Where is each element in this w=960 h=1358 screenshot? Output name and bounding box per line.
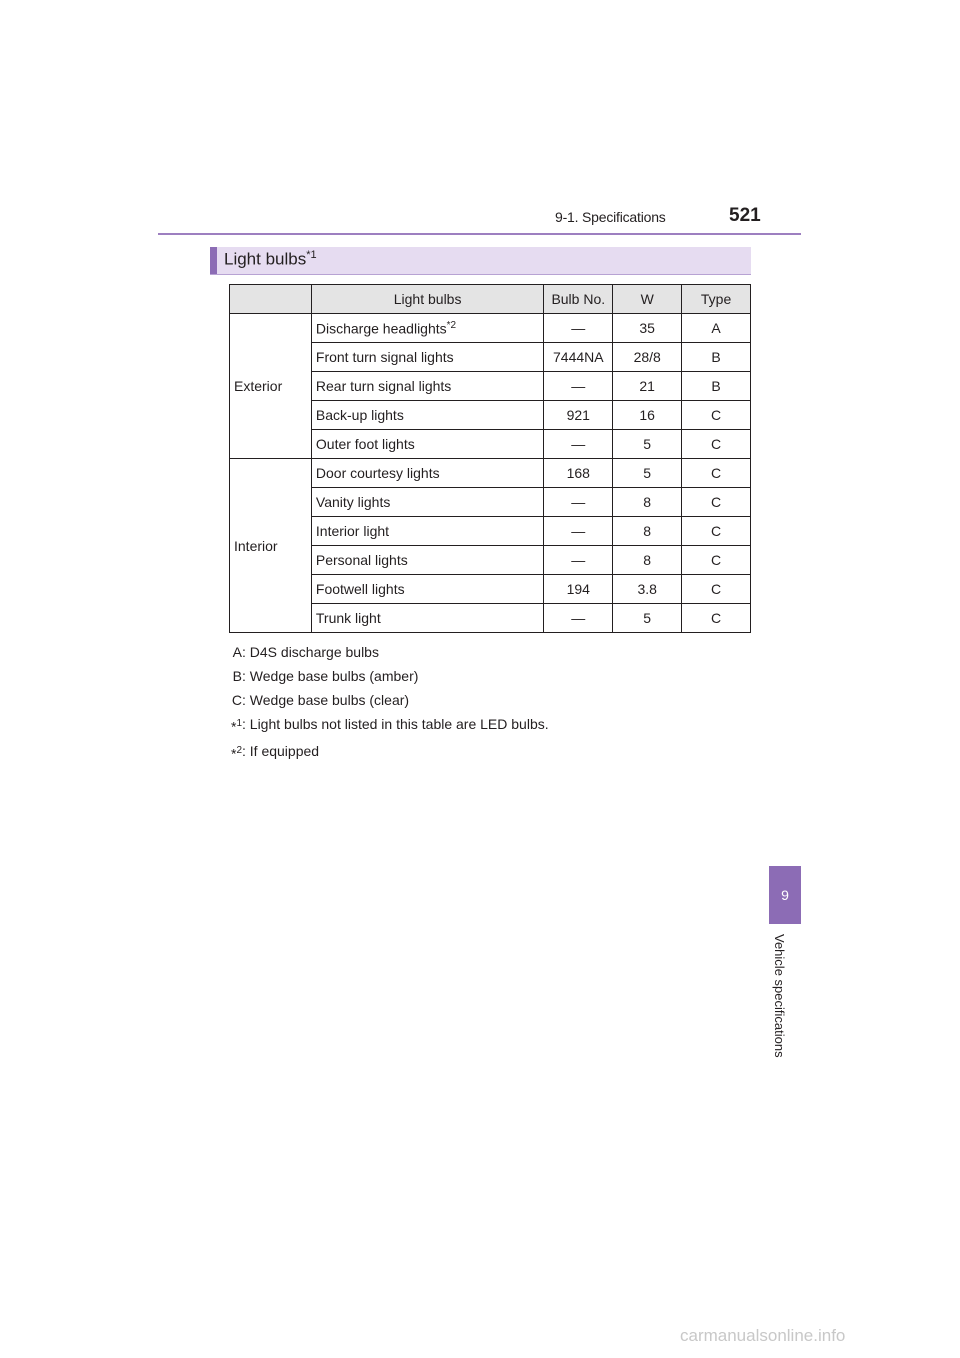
footnote-separator: : [242,716,250,732]
page-number: 521 [729,205,761,226]
bulb-number-cell: 194 [544,575,613,604]
bulb-name-cell [311,517,543,546]
bulb-number-cell: — [544,372,613,401]
bulb-name: Personal lights [315,552,408,568]
bulb-name: Rear turn signal lights [315,378,452,394]
bulb-number-cell: — [544,314,613,343]
type-cell: C [682,401,751,430]
footnote-key-text: C [231,692,242,708]
wattage-cell: 16 [613,401,682,430]
bulb-number-cell: 7444NA [544,343,613,372]
bulb-name-cell [311,604,543,633]
bulb-number-cell: 168 [544,459,613,488]
bulb-name-cell [311,372,543,401]
bulb-name: Interior light [315,523,390,539]
footnote-key-text: * [230,718,237,735]
wattage-cell: 21 [613,372,682,401]
bulb-number-cell: — [544,517,613,546]
section-heading: 9-1. Specifications [555,209,666,225]
footnote-text: Light bulbs not listed in this table are LED bulbs. [249,716,549,732]
bulb-number-cell: — [544,430,613,459]
wattage-cell: 35 [613,314,682,343]
title-accent-bar [210,247,217,274]
footnote [220,640,549,664]
footnote [220,688,549,712]
footnotes [220,640,549,765]
group-label: Exterior [230,314,312,459]
bulb-name-cell [311,314,543,343]
bulb-name-cell [311,546,543,575]
wattage-cell: 3.8 [613,575,682,604]
group-label: Interior [230,459,312,633]
column-header [230,285,312,314]
wattage-cell: 8 [613,517,682,546]
wattage-cell: 28/8 [613,343,682,372]
type-cell: B [682,343,751,372]
footnote-key [220,712,242,739]
chapter-label: Vehicle specifications [772,934,787,1058]
section-title [224,249,317,270]
table-row [230,314,751,343]
bulb-name: Back-up lights [315,407,404,423]
footnote-separator: : [242,668,250,684]
type-cell: C [682,430,751,459]
bulb-name: Door courtesy lights [315,465,440,481]
footnote-text: If equipped [249,742,320,759]
footnote-key-sup: 2 [236,744,242,756]
column-header: W [613,285,682,314]
type-cell: C [682,575,751,604]
footnote-key-text: * [230,745,237,762]
bulb-name: Footwell lights [315,581,405,597]
footnote-separator: : [242,644,250,660]
type-cell: C [682,488,751,517]
footnote-text: Wedge base bulbs (amber) [249,668,419,684]
footnote [220,712,549,739]
bulb-name-cell [311,401,543,430]
footnote-key-sup: 1 [236,718,242,729]
footnote-key-text: B [232,668,242,684]
column-header: Type [682,285,751,314]
type-cell: C [682,517,751,546]
footnote-separator: : [242,692,250,708]
bulb-name: Front turn signal lights [315,349,454,365]
footnote-text: Wedge base bulbs (clear) [249,692,410,708]
column-header: Bulb No. [544,285,613,314]
bulb-name-cell [311,488,543,517]
bulb-number-cell: — [544,604,613,633]
chapter-tab [769,866,801,924]
type-cell: C [682,459,751,488]
footnote-key [220,664,242,688]
wattage-cell: 8 [613,546,682,575]
footnote [220,739,549,766]
bulb-number-cell: — [544,488,613,517]
footnote [220,664,549,688]
bulb-name-cell [311,575,543,604]
bulb-name-cell [311,430,543,459]
bulb-name: Trunk light [315,610,381,626]
table-body [230,314,751,633]
table-header-row [230,285,751,314]
bulb-name: Discharge headlights [315,320,447,337]
bulb-name-cell [311,459,543,488]
footnote-key [220,688,242,712]
wattage-cell: 5 [613,604,682,633]
type-cell: C [682,546,751,575]
type-cell: C [682,604,751,633]
bulb-name: Vanity lights [315,494,391,510]
bulb-name: Outer foot lights [315,436,415,452]
note-mark: *2 [446,319,457,331]
bulb-number-cell: 921 [544,401,613,430]
bulb-name-cell [311,343,543,372]
wattage-cell: 5 [613,430,682,459]
wattage-cell: 5 [613,459,682,488]
column-header: Light bulbs [311,285,543,314]
watermark: carmanualsonline.info [680,1326,846,1345]
section-title-note-mark: *1 [306,249,317,261]
light-bulbs-table [229,284,751,633]
footnote-separator: : [242,742,250,759]
type-cell: B [682,372,751,401]
footnote-key [220,640,242,664]
type-cell: A [682,314,751,343]
bulb-number-cell: — [544,546,613,575]
footnote-key-text: A [232,644,242,660]
section-title-text: Light bulbs [224,249,307,269]
footnote-key [220,739,242,766]
wattage-cell: 8 [613,488,682,517]
section-title-bar [210,247,751,275]
header-divider [158,233,801,235]
chapter-number: 9 [781,887,789,903]
footnote-text: D4S discharge bulbs [249,644,379,660]
table-row [230,459,751,488]
